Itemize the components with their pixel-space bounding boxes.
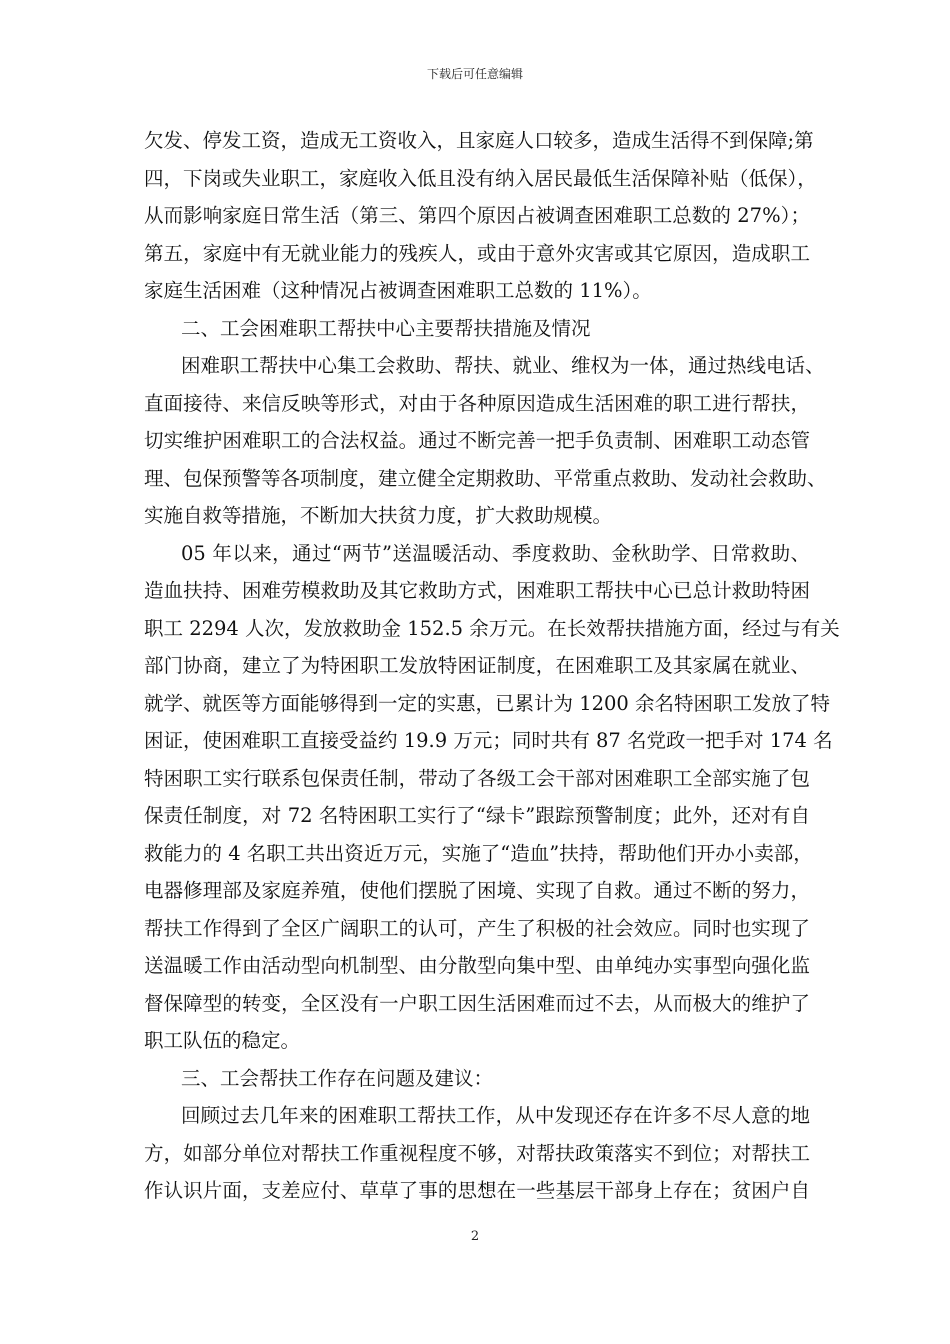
text-line: 四，下岗或失业职工，家庭收入低且没有纳入居民最低生活保障补贴（低保），	[144, 166, 817, 190]
text-line: 从而影响家庭日常生活（第三、第四个原因占被调查困难职工总数的 27%）；	[144, 204, 810, 227]
text-line: 第五，家庭中有无就业能力的残疾人，或由于意外灾害或其它原因，造成职工	[144, 241, 810, 265]
text-line: 回顾过去几年来的困难职工帮扶工作，从中发现还存在许多不尽人意的地	[181, 1104, 810, 1127]
text-line: 督保障型的转变，全区没有一户职工因生活困难而过不去，从而极大的维护了	[144, 991, 810, 1015]
text-line: 切实维护困难职工的合法权益。通过不断完善一把手负责制、困难职工动态管	[144, 429, 810, 452]
text-line: 家庭生活困难（这种情况占被调查困难职工总数的 11%）。	[144, 279, 652, 302]
text-line: 电器修理部及家庭养殖，使他们摆脱了困境、实现了自救。通过不断的努力，	[144, 879, 810, 902]
text-line: 实施自救等措施，不断加大扶贫力度，扩大救助规模。	[144, 504, 613, 527]
page-number: 2	[470, 1229, 480, 1244]
text-line: 困证，使困难职工直接受益约 19.9 万元；同时共有 87 名党政一把手对 174 名	[144, 729, 833, 752]
text-line: 作认识片面，支差应付、草草了事的思想在一些基层干部身上存在；贫困户自	[144, 1179, 810, 1202]
text-line: 直面接待、来信反映等形式，对由于各种原因造成生活困难的职工进行帮扶，	[144, 391, 810, 415]
page-header: 下载后可任意编辑	[426, 67, 523, 81]
text-line: 理、包保预警等各项制度，建立健全定期救助、平常重点救助、发动社会救助、	[144, 466, 827, 490]
text-line: 帮扶工作得到了全区广阔职工的认可，产生了积极的社会效应。同时也实现了	[144, 916, 810, 940]
text-line: 职工 2294 人次，发放救助金 152.5 余万元。在长效帮扶措施方面，经过与有关	[144, 616, 840, 640]
text-line: 送温暖工作由活动型向机制型、由分散型向集中型、由单纯办实事型向强化监	[144, 954, 810, 977]
text-line: 就学、就医等方面能够得到一定的实惠，已累计为 1200 余名特困职工发放了特	[144, 691, 831, 715]
section-heading: 二、工会困难职工帮扶中心主要帮扶措施及情况	[181, 316, 591, 340]
section-heading: 三、工会帮扶工作存在问题及建议：	[181, 1066, 494, 1090]
body-text	[144, 122, 840, 1210]
text-line: 欠发、停发工资，造成无工资收入，且家庭人口较多，造成生活得不到保障;第	[144, 129, 814, 152]
text-line: 特困职工实行联系包保责任制，带动了各级工会干部对困难职工全部实施了包	[144, 766, 810, 790]
text-line: 部门协商，建立了为特困职工发放特困证制度，在困难职工及其家属在就业、	[144, 654, 810, 677]
text-line: 05 年以来，通过“两节”送温暖活动、季度救助、金秋助学、日常救助、	[181, 541, 810, 565]
text-line: 救能力的 4 名职工共出资近万元，实施了“造血”扶持，帮助他们开办小卖部，	[144, 841, 813, 865]
text-line: 职工队伍的稳定。	[144, 1029, 301, 1052]
text-line: 方，如部分单位对帮扶工作重视程度不够，对帮扶政策落实不到位；对帮扶工	[144, 1141, 810, 1165]
text-line: 困难职工帮扶中心集工会救助、帮扶、就业、维权为一体，通过热线电话、	[181, 354, 825, 377]
text-line: 保责任制度，对 72 名特困职工实行了“绿卡”跟踪预警制度；此外，还对有自	[144, 804, 810, 827]
text-line: 造血扶持、困难劳模救助及其它救助方式，困难职工帮扶中心已总计救助特困	[144, 579, 810, 602]
